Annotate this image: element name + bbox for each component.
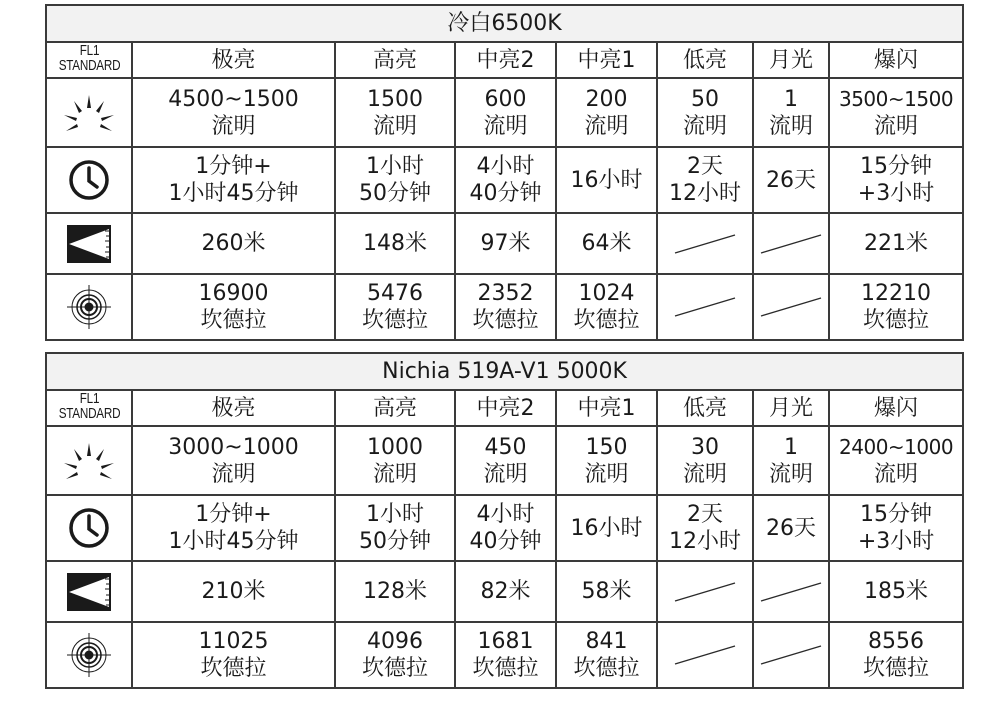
cell-line-2: 坎德拉 bbox=[573, 656, 640, 681]
intensity-cell-5 bbox=[657, 274, 753, 340]
runtime-cell-6 bbox=[753, 495, 829, 561]
cell-line-1: 1000 bbox=[367, 434, 423, 460]
mode-header-6 bbox=[753, 390, 829, 426]
mode-header-1 bbox=[132, 42, 335, 78]
intensity-cell-6 bbox=[753, 622, 829, 688]
cell-line-2: 12小时 bbox=[669, 181, 741, 206]
light-output-icon bbox=[46, 78, 132, 147]
output-cell-5 bbox=[657, 426, 753, 495]
mode-header-3 bbox=[455, 390, 556, 426]
distance-cell-4 bbox=[556, 561, 657, 622]
output-cell-4 bbox=[556, 78, 657, 147]
mode-header-text: 爆闪 bbox=[874, 47, 919, 73]
cell-line-2: 1小时45分钟 bbox=[168, 181, 299, 206]
runtime-cell-1 bbox=[132, 147, 335, 213]
cell-line-1: 1小时 bbox=[366, 502, 424, 527]
cell-text: 260米 bbox=[201, 231, 266, 256]
runtime-cell-4 bbox=[556, 495, 657, 561]
output-cell-3 bbox=[455, 78, 556, 147]
mode-header-text: 中亮2 bbox=[476, 47, 535, 73]
runtime-cell-7 bbox=[829, 147, 963, 213]
output-cell-1 bbox=[132, 426, 335, 495]
intensity-cell-7 bbox=[829, 622, 963, 688]
cell-line-1: 50 bbox=[691, 86, 719, 112]
cell-line-2: 流明 bbox=[483, 113, 528, 139]
diagonal-slash bbox=[671, 640, 739, 670]
cell-line-1: 1 bbox=[784, 434, 798, 460]
cell-line-1: 4500~1500 bbox=[168, 86, 299, 112]
cell-line-1: 1分钟+ bbox=[195, 154, 272, 179]
intensity-cell-5 bbox=[657, 622, 753, 688]
distance-row bbox=[46, 561, 963, 622]
runtime-cell-2 bbox=[335, 147, 455, 213]
intensity-cell-3 bbox=[455, 622, 556, 688]
mode-header-1 bbox=[132, 390, 335, 426]
output-row bbox=[46, 78, 963, 147]
target-icon bbox=[65, 283, 113, 331]
cell-text: 58米 bbox=[581, 579, 632, 604]
runtime-cell-5 bbox=[657, 147, 753, 213]
runtime-row bbox=[46, 147, 963, 213]
intensity-cell-1 bbox=[132, 622, 335, 688]
cell-line-1: 600 bbox=[484, 86, 527, 112]
cell-text: 221米 bbox=[864, 231, 929, 256]
cell-text: 210米 bbox=[201, 579, 266, 604]
cell-line-2: 流明 bbox=[874, 461, 919, 487]
beam-distance-icon bbox=[64, 222, 114, 266]
cell-line-1: 1681 bbox=[477, 629, 534, 654]
cell-line-2: 流明 bbox=[372, 461, 417, 487]
header-row bbox=[46, 390, 963, 426]
runtime-cell-4 bbox=[556, 147, 657, 213]
mode-header-text: 中亮1 bbox=[577, 395, 636, 421]
intensity-row bbox=[46, 274, 963, 340]
cell-line-2: 流明 bbox=[372, 113, 417, 139]
runtime-cell-6 bbox=[753, 147, 829, 213]
output-cell-5 bbox=[657, 78, 753, 147]
output-row bbox=[46, 426, 963, 495]
output-cell-3 bbox=[455, 426, 556, 495]
cell-line-1: 26天 bbox=[766, 167, 816, 193]
fl1-top-text: FL1 bbox=[79, 390, 99, 407]
output-cell-7 bbox=[829, 78, 963, 147]
cell-line-2: 40分钟 bbox=[469, 529, 542, 554]
cell-line-2: 坎德拉 bbox=[863, 308, 930, 333]
cell-line-1: 841 bbox=[585, 629, 628, 654]
cell-line-1: 200 bbox=[585, 86, 628, 112]
cell-text: 97米 bbox=[480, 231, 531, 256]
cell-line-1: 2天 bbox=[687, 502, 723, 527]
beam-distance-icon bbox=[46, 213, 132, 274]
cell-line-1: 11025 bbox=[198, 629, 269, 654]
distance-cell-3 bbox=[455, 213, 556, 274]
mode-header-text: 低亮 bbox=[682, 47, 727, 73]
cell-line-1: 4小时 bbox=[476, 154, 535, 179]
cell-line-2: 流明 bbox=[768, 461, 813, 487]
cell-line-2: 50分钟 bbox=[359, 529, 431, 554]
distance-cell-2 bbox=[335, 213, 455, 274]
cell-line-1: 5476 bbox=[367, 281, 423, 306]
cell-line-2: 50分钟 bbox=[359, 181, 431, 206]
cell-line-1: 1小时 bbox=[366, 154, 424, 179]
cell-line-1: 2352 bbox=[477, 281, 534, 306]
distance-cell-1 bbox=[132, 213, 335, 274]
cell-line-1: 150 bbox=[585, 434, 628, 460]
table-title-row bbox=[46, 353, 963, 390]
beam-distance-icon bbox=[64, 570, 114, 614]
mode-header-5 bbox=[657, 42, 753, 78]
cell-line-1: 450 bbox=[484, 434, 527, 460]
diagonal-slash bbox=[671, 577, 739, 607]
diagonal-slash bbox=[671, 292, 739, 322]
cell-line-1: 1 bbox=[784, 86, 798, 112]
fl1-standard-text bbox=[58, 391, 120, 421]
mode-header-text: 极亮 bbox=[211, 47, 256, 73]
cell-line-2: 坎德拉 bbox=[200, 656, 267, 681]
mode-header-4 bbox=[556, 42, 657, 78]
table-title bbox=[46, 5, 963, 42]
intensity-cell-2 bbox=[335, 274, 455, 340]
distance-cell-6 bbox=[753, 213, 829, 274]
runtime-cell-7 bbox=[829, 495, 963, 561]
mode-header-text: 极亮 bbox=[211, 395, 256, 421]
cell-line-2: 坎德拉 bbox=[472, 308, 539, 333]
intensity-cell-3 bbox=[455, 274, 556, 340]
cell-line-2: 流明 bbox=[874, 113, 919, 139]
cell-line-2: +3小时 bbox=[857, 181, 935, 206]
cell-line-2: 流明 bbox=[682, 461, 727, 487]
cell-line-1: 1500 bbox=[367, 86, 423, 112]
mode-header-7 bbox=[829, 42, 963, 78]
clock-icon bbox=[46, 495, 132, 561]
runtime-cell-3 bbox=[455, 495, 556, 561]
cell-line-2: 12小时 bbox=[669, 529, 741, 554]
diagonal-slash bbox=[757, 577, 825, 607]
cell-line-1: 16小时 bbox=[570, 515, 643, 541]
cell-line-1: 4096 bbox=[367, 629, 423, 654]
cell-line-2: 流明 bbox=[483, 461, 528, 487]
runtime-cell-3 bbox=[455, 147, 556, 213]
cell-line-1: 15分钟 bbox=[860, 154, 933, 179]
intensity-cell-6 bbox=[753, 274, 829, 340]
mode-header-text: 高亮 bbox=[372, 395, 417, 421]
diagonal-slash bbox=[757, 640, 825, 670]
cell-line-1: 2400~1000 bbox=[839, 434, 954, 459]
cell-text: 64米 bbox=[581, 231, 632, 256]
cell-line-2: 1小时45分钟 bbox=[168, 529, 299, 554]
cell-line-2: 坎德拉 bbox=[361, 308, 428, 333]
distance-cell-5 bbox=[657, 561, 753, 622]
cell-line-2: 40分钟 bbox=[469, 181, 542, 206]
runtime-cell-2 bbox=[335, 495, 455, 561]
cell-line-1: 8556 bbox=[868, 629, 925, 654]
table-title-text: Nichia 519A-V1 5000K bbox=[382, 359, 627, 384]
runtime-row bbox=[46, 495, 963, 561]
cell-line-1: 16900 bbox=[198, 281, 269, 306]
light-output-icon bbox=[46, 426, 132, 495]
cell-text: 185米 bbox=[864, 579, 929, 604]
clock-icon bbox=[67, 506, 111, 550]
distance-row bbox=[46, 213, 963, 274]
runtime-cell-5 bbox=[657, 495, 753, 561]
output-cell-6 bbox=[753, 78, 829, 147]
fl1-top-text: FL1 bbox=[79, 42, 99, 59]
output-cell-2 bbox=[335, 78, 455, 147]
mode-header-3 bbox=[455, 42, 556, 78]
diagonal-slash bbox=[757, 229, 825, 259]
intensity-cell-1 bbox=[132, 274, 335, 340]
target-icon bbox=[65, 631, 113, 679]
light-output-icon bbox=[60, 91, 118, 135]
distance-cell-3 bbox=[455, 561, 556, 622]
mode-header-6 bbox=[753, 42, 829, 78]
cell-line-1: 12210 bbox=[861, 281, 932, 306]
cell-line-2: 坎德拉 bbox=[472, 656, 539, 681]
mode-header-5 bbox=[657, 390, 753, 426]
distance-cell-4 bbox=[556, 213, 657, 274]
clock-icon bbox=[67, 158, 111, 202]
cell-line-1: 15分钟 bbox=[860, 502, 933, 527]
distance-cell-7 bbox=[829, 213, 963, 274]
mode-header-text: 爆闪 bbox=[874, 395, 919, 421]
cell-line-1: 1024 bbox=[578, 281, 635, 306]
intensity-row bbox=[46, 622, 963, 688]
output-cell-6 bbox=[753, 426, 829, 495]
distance-cell-7 bbox=[829, 561, 963, 622]
cell-line-1: 3000~1000 bbox=[168, 434, 299, 460]
cell-line-2: 流明 bbox=[211, 461, 256, 487]
mode-header-2 bbox=[335, 42, 455, 78]
cell-line-1: 30 bbox=[691, 434, 719, 460]
distance-cell-2 bbox=[335, 561, 455, 622]
mode-header-text: 月光 bbox=[768, 47, 813, 73]
cell-line-1: 26天 bbox=[766, 515, 816, 541]
cell-line-2: +3小时 bbox=[857, 529, 935, 554]
cell-line-1: 16小时 bbox=[570, 167, 643, 193]
cell-line-2: 流明 bbox=[211, 113, 256, 139]
table-title bbox=[46, 353, 963, 390]
cell-line-2: 流明 bbox=[682, 113, 727, 139]
cell-text: 128米 bbox=[363, 579, 427, 604]
distance-cell-6 bbox=[753, 561, 829, 622]
distance-cell-1 bbox=[132, 561, 335, 622]
mode-header-2 bbox=[335, 390, 455, 426]
cell-line-1: 4小时 bbox=[476, 502, 535, 527]
spec-table-2 bbox=[45, 352, 964, 689]
cell-text: 82米 bbox=[480, 579, 531, 604]
header-row bbox=[46, 42, 963, 78]
mode-header-text: 中亮2 bbox=[476, 395, 535, 421]
mode-header-text: 低亮 bbox=[682, 395, 727, 421]
target-icon bbox=[46, 622, 132, 688]
table-title-row bbox=[46, 5, 963, 42]
spec-table-1 bbox=[45, 4, 964, 341]
fl1-bottom-text: STANDARD bbox=[58, 57, 120, 74]
intensity-cell-4 bbox=[556, 274, 657, 340]
mode-header-text: 中亮1 bbox=[577, 47, 636, 73]
cell-line-2: 坎德拉 bbox=[863, 656, 930, 681]
cell-line-2: 流明 bbox=[584, 461, 629, 487]
mode-header-text: 月光 bbox=[768, 395, 813, 421]
mode-header-text: 高亮 bbox=[372, 47, 417, 73]
output-cell-2 bbox=[335, 426, 455, 495]
output-cell-1 bbox=[132, 78, 335, 147]
cell-line-2: 坎德拉 bbox=[200, 308, 267, 333]
clock-icon bbox=[46, 147, 132, 213]
distance-cell-5 bbox=[657, 213, 753, 274]
beam-distance-icon bbox=[46, 561, 132, 622]
cell-text: 148米 bbox=[363, 231, 427, 256]
cell-line-2: 坎德拉 bbox=[361, 656, 428, 681]
fl1-standard-text bbox=[58, 43, 120, 73]
fl1-standard-label bbox=[46, 390, 132, 426]
intensity-cell-7 bbox=[829, 274, 963, 340]
diagonal-slash bbox=[671, 229, 739, 259]
mode-header-4 bbox=[556, 390, 657, 426]
light-output-icon bbox=[60, 439, 118, 483]
cell-line-2: 流明 bbox=[584, 113, 629, 139]
target-icon bbox=[46, 274, 132, 340]
cell-line-1: 3500~1500 bbox=[838, 86, 954, 111]
fl1-bottom-text: STANDARD bbox=[58, 405, 120, 422]
table-title-text: 冷白6500K bbox=[447, 11, 562, 36]
runtime-cell-1 bbox=[132, 495, 335, 561]
intensity-cell-2 bbox=[335, 622, 455, 688]
mode-header-7 bbox=[829, 390, 963, 426]
output-cell-7 bbox=[829, 426, 963, 495]
intensity-cell-4 bbox=[556, 622, 657, 688]
cell-line-2: 坎德拉 bbox=[573, 308, 640, 333]
output-cell-4 bbox=[556, 426, 657, 495]
cell-line-1: 1分钟+ bbox=[195, 502, 272, 527]
diagonal-slash bbox=[757, 292, 825, 322]
fl1-standard-label bbox=[46, 42, 132, 78]
cell-line-1: 2天 bbox=[687, 154, 723, 179]
cell-line-2: 流明 bbox=[768, 113, 813, 139]
